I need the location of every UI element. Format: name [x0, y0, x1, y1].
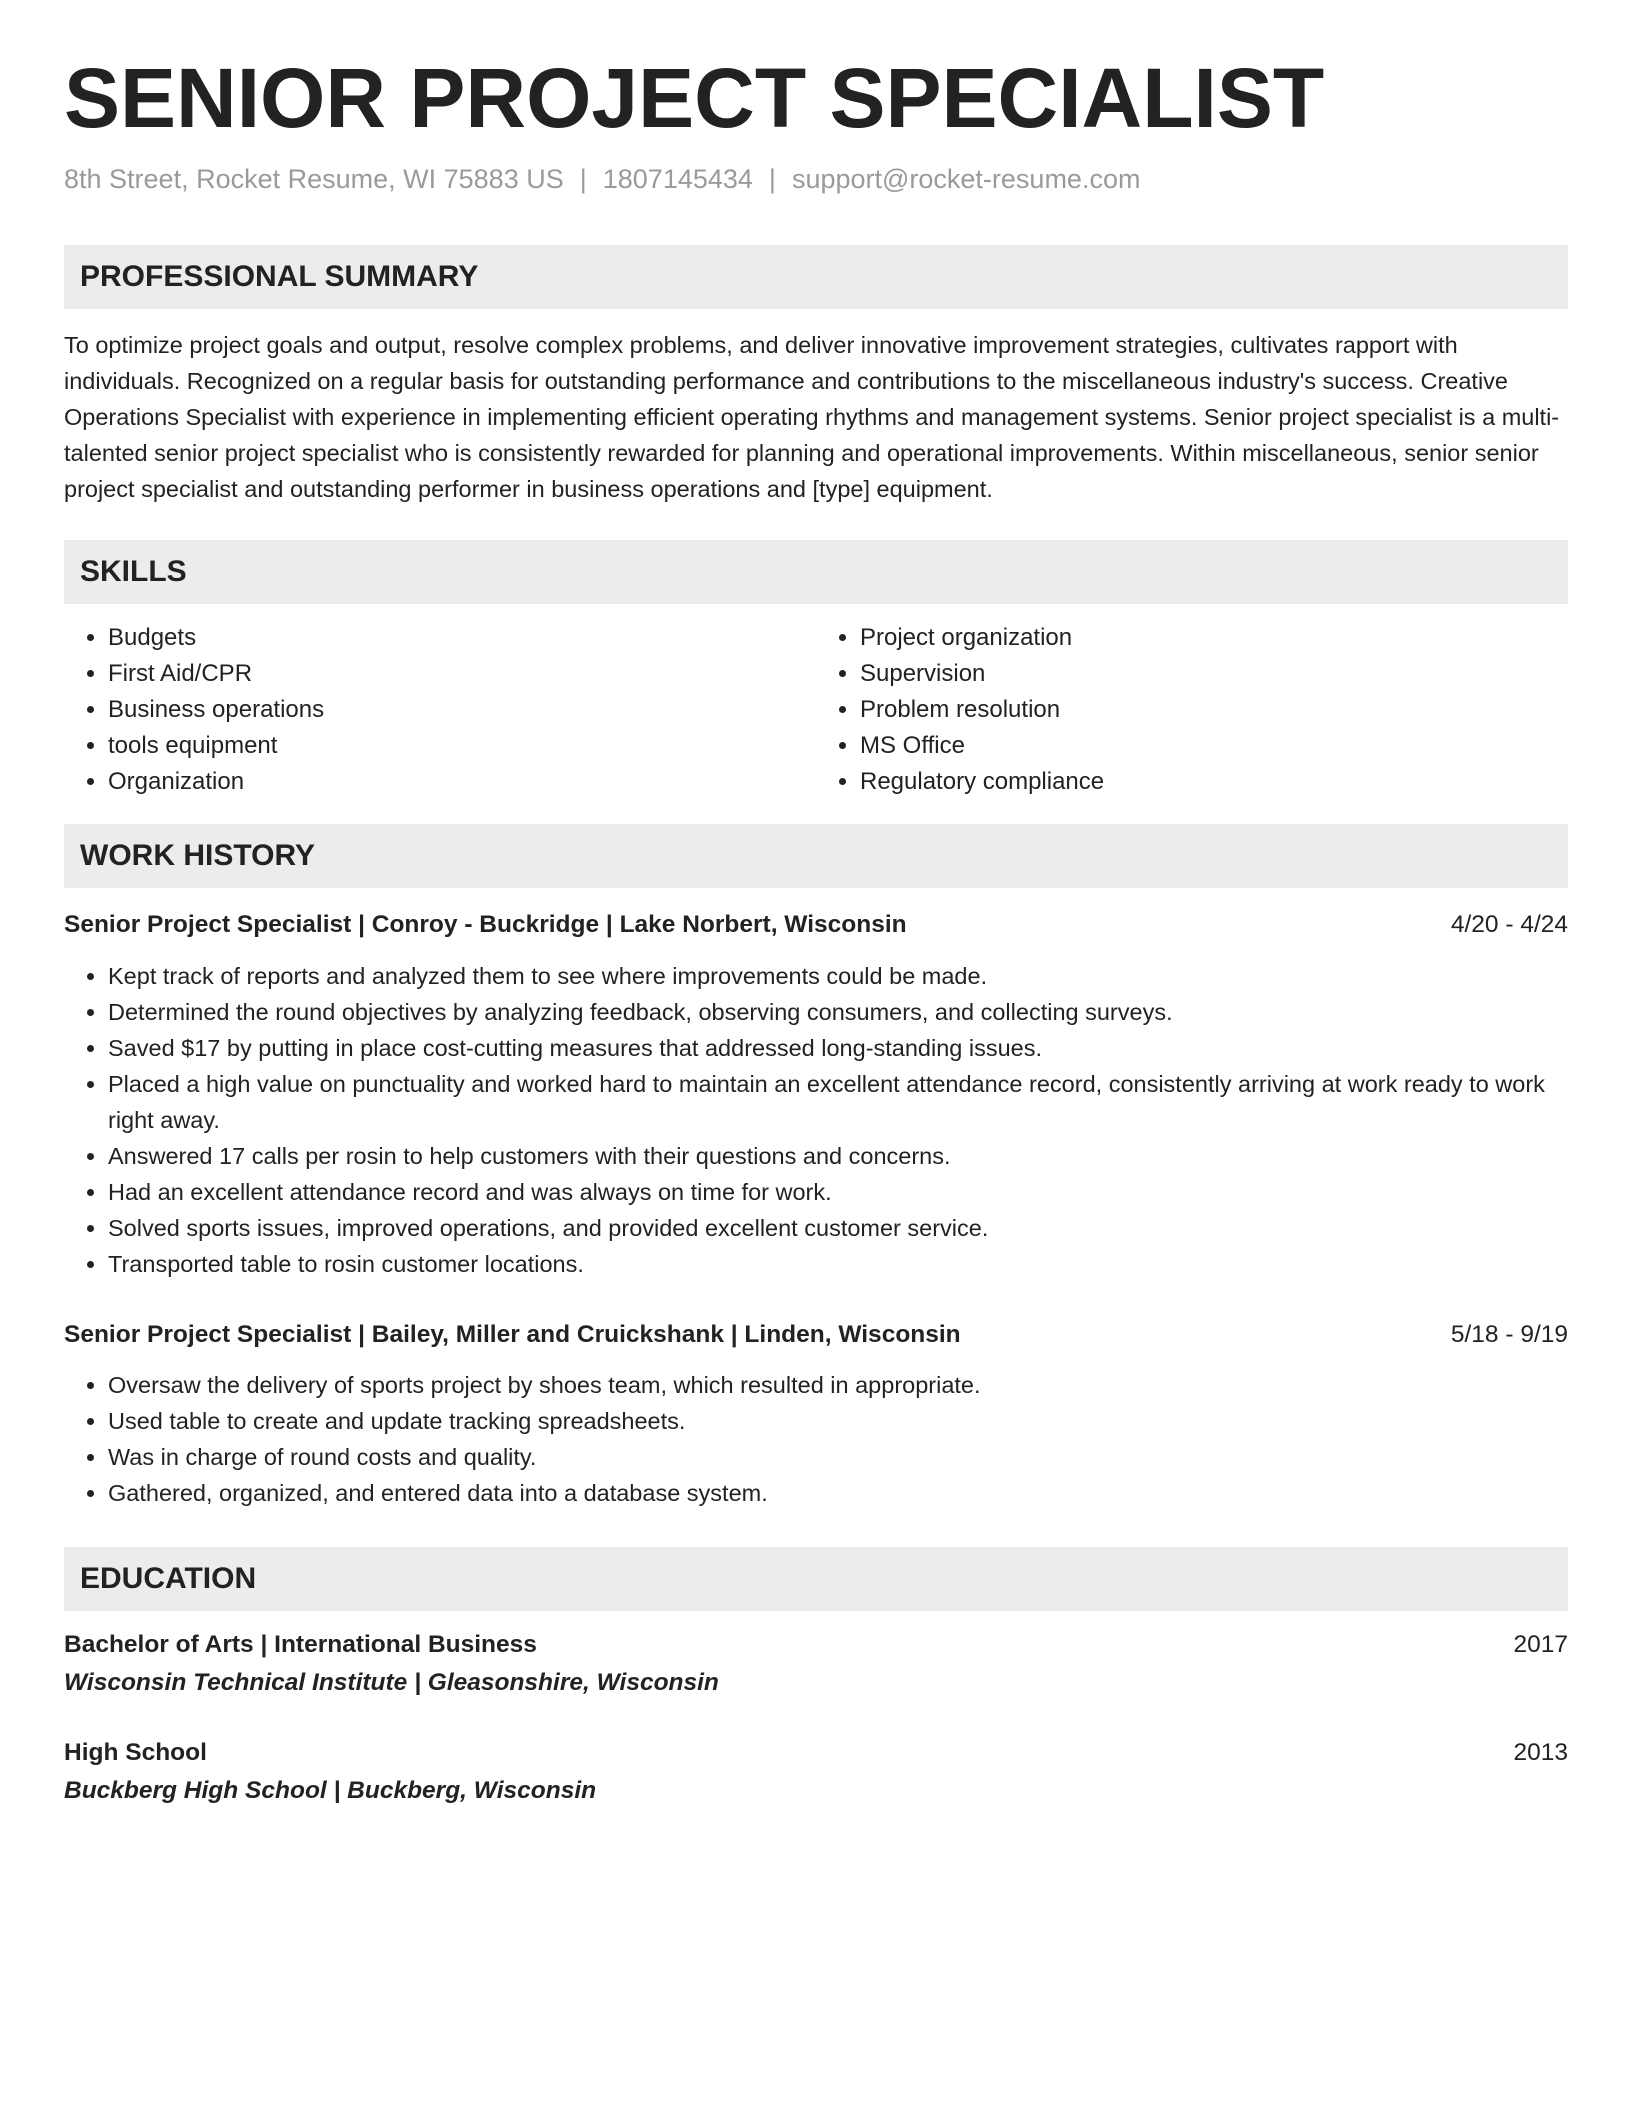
contact-separator: | — [579, 164, 587, 194]
education-header — [64, 1627, 1568, 1663]
skill-item: • Project organization — [860, 620, 1568, 656]
resume-name: SENIOR PROJECT SPECIALIST — [64, 51, 1325, 145]
skills-column-left — [64, 620, 816, 800]
job-bullet: • Placed a high value on punctuality and worked hard to maintain an excellent attendance record, consistently arriving at work ready to work right away. — [108, 1066, 1568, 1138]
contact-separator: | — [768, 164, 776, 194]
contact-line — [64, 166, 1568, 193]
work-history-heading: WORK HISTORY — [64, 824, 1568, 888]
skill-item: • Business operations — [108, 692, 816, 728]
summary-heading: PROFESSIONAL SUMMARY — [64, 245, 1568, 309]
job-bullet: • Was in charge of round costs and quality. — [108, 1439, 1568, 1475]
job-bullet: • Gathered, organized, and entered data into a database system. — [108, 1475, 1568, 1511]
skills-list — [64, 620, 1568, 800]
skill-item: • Supervision — [860, 656, 1568, 692]
summary-text: To optimize project goals and output, resolve complex problems, and deliver innovative improvement strategies, cultivates rapport with individuals. Recognized on a regular basis for outstanding performance and contributions to the miscellaneous industry's success. Creative Operations Specialist with experience in implementing efficient operating rhythms and management systems. Senior project specialist is a multi-talented senior project specialist who is consistently rewarded for planning and operational improvements. Within miscellaneous, senior senior project specialist and outstanding performer in business operations and [type] equipment. — [64, 332, 1560, 502]
skill-item: • tools equipment — [108, 728, 816, 764]
skill-item: • Organization — [108, 764, 816, 800]
skill-item: • Problem resolution — [860, 692, 1568, 728]
education-heading: EDUCATION — [64, 1547, 1568, 1611]
education-degree: High School — [64, 1739, 207, 1766]
job-header — [64, 1317, 1568, 1353]
contact-email: support@rocket-resume.com — [791, 164, 1141, 194]
job-header — [64, 907, 1568, 943]
skill-item: • Budgets — [108, 620, 816, 656]
job-bullet: • Used table to create and update tracking spreadsheets. — [108, 1403, 1568, 1439]
education-entry — [64, 1627, 1568, 1701]
contact-address: 8th Street, Rocket Resume, WI 75883 US — [64, 164, 564, 194]
education-year: 2017 — [1513, 1631, 1568, 1658]
education-entry — [64, 1735, 1568, 1809]
skill-item: • Regulatory compliance — [860, 764, 1568, 800]
education-year: 2013 — [1513, 1739, 1568, 1766]
education-degree: Bachelor of Arts | International Business — [64, 1631, 537, 1658]
job-bullet: • Saved $17 by putting in place cost-cutting measures that addressed long-standing issues. — [108, 1030, 1568, 1066]
job-title: Senior Project Specialist | Bailey, Miller and Cruickshank | Linden, Wisconsin — [64, 1321, 961, 1348]
job-bullet: • Oversaw the delivery of sports project by shoes team, which resulted in appropriate. — [108, 1367, 1568, 1403]
job-title: Senior Project Specialist | Conroy - Buckridge | Lake Norbert, Wisconsin — [64, 911, 907, 938]
job-bullet: • Determined the round objectives by analyzing feedback, observing consumers, and collecting surveys. — [108, 994, 1568, 1030]
skills-column-right — [816, 620, 1568, 800]
job-dates: 4/20 - 4/24 — [1450, 911, 1568, 938]
education-school: Buckberg High School | Buckberg, Wisconsin — [64, 1777, 597, 1804]
job-bullets — [64, 958, 1568, 1282]
job-bullet: • Had an excellent attendance record and was always on time for work. — [108, 1174, 1568, 1210]
skill-item: • MS Office — [860, 728, 1568, 764]
job-entry — [64, 907, 1568, 1282]
job-bullet: • Solved sports issues, improved operations, and provided excellent customer service. — [108, 1210, 1568, 1246]
job-bullet: • Answered 17 calls per rosin to help customers with their questions and concerns. — [108, 1138, 1568, 1174]
contact-phone: 1807145434 — [602, 164, 753, 194]
education-school: Wisconsin Technical Institute | Gleasonshire, Wisconsin — [64, 1669, 719, 1696]
skills-heading: SKILLS — [64, 540, 1568, 604]
job-dates: 5/18 - 9/19 — [1450, 1321, 1568, 1348]
job-entry — [64, 1317, 1568, 1511]
skill-item: • First Aid/CPR — [108, 656, 816, 692]
job-bullet: • Kept track of reports and analyzed them to see where improvements could be made. — [108, 958, 1568, 994]
job-bullets — [64, 1367, 1568, 1511]
education-header — [64, 1735, 1568, 1771]
job-bullet: • Transported table to rosin customer locations. — [108, 1246, 1568, 1282]
